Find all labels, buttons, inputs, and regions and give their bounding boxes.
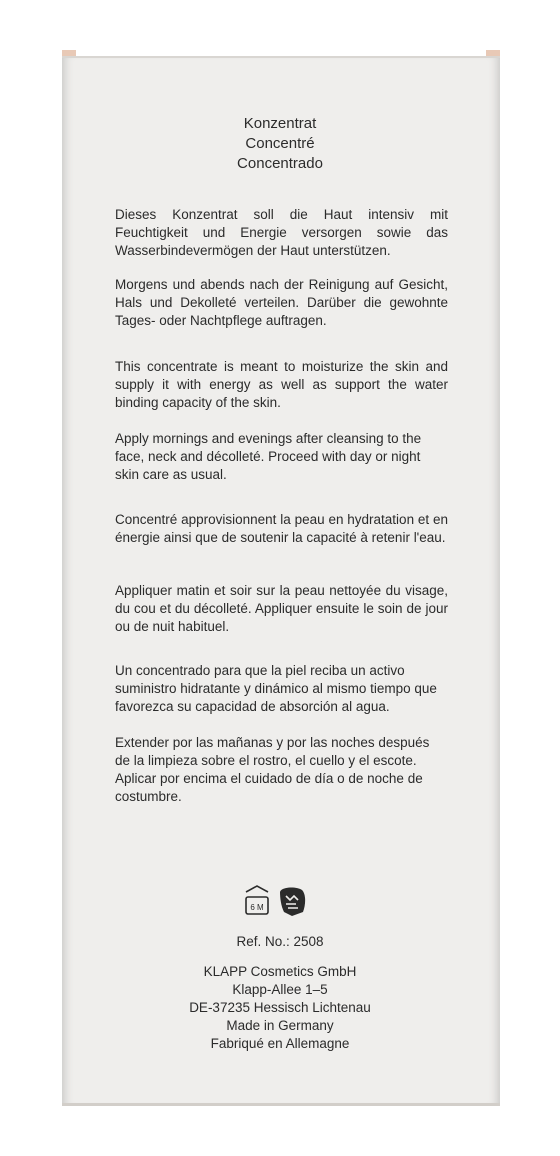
title-de: Konzentrat (243, 115, 317, 132)
text-fr-usage: Appliquer matin et soir sur la peau nettoyée du visage, du cou et du décolleté. Appliquer ensuite le soin de jour ou de nuit habituel. (115, 583, 448, 634)
made-in-fr: Fabriqué en Allemagne (210, 1036, 350, 1051)
text-de-description: Dieses Konzentrat soll die Haut intensiv mit Feuchtigkeit und Energie versorgen sowie das Wasserbindevermögen der Haut unterstützen. (115, 207, 448, 258)
reference-number: Ref. No.: 2508 (236, 934, 324, 949)
text-es-usage: Extender por las mañanas y por las noches después de la limpieza sobre el rostro, el cuello y el escote. Aplicar por encima el cuidado de día o de noche de costumbre. (115, 735, 430, 804)
text-es-description: Un concentrado para que la piel reciba un activo suministro hidratante y dinámico al mismo tiempo que favorezca su capacidad de absorción al agua. (115, 663, 437, 714)
text-en-description: This concentrate is meant to moisturize the skin and supply it with energy as well as support the water binding capacity of the skin. (115, 359, 448, 410)
title-fr: Concentré (245, 135, 315, 152)
text-de-usage: Morgens und abends nach der Reinigung auf Gesicht, Hals und Dekolleté verteilen. Darüber die gewohnte Tages- oder Nachtpflege auftragen. (115, 277, 448, 328)
title-es: Concentrado (237, 155, 323, 172)
company-street: Klapp-Allee 1–5 (232, 982, 328, 997)
not-tested-on-animals-icon (280, 888, 305, 916)
company-info (0, 933, 560, 1053)
symbol-row (240, 882, 320, 922)
symbols-svg (240, 882, 320, 922)
text-en-usage: Apply mornings and evenings after cleansing to the face, neck and décolleté. Proceed with day or night skin care as usual. (115, 431, 422, 482)
company-city: DE-37235 Hessisch Lichtenau (189, 1000, 371, 1015)
pao-label: 6 M (250, 903, 264, 912)
product-titles (0, 114, 560, 174)
period-after-opening-icon (246, 886, 268, 914)
text-fr-description: Concentré approvisionnent la peau en hydratation et en énergie ainsi que de soutenir la capacité à retenir l'eau. (115, 512, 448, 545)
company-name: KLAPP Cosmetics GmbH (203, 964, 357, 979)
made-in-de: Made in Germany (226, 1018, 334, 1033)
